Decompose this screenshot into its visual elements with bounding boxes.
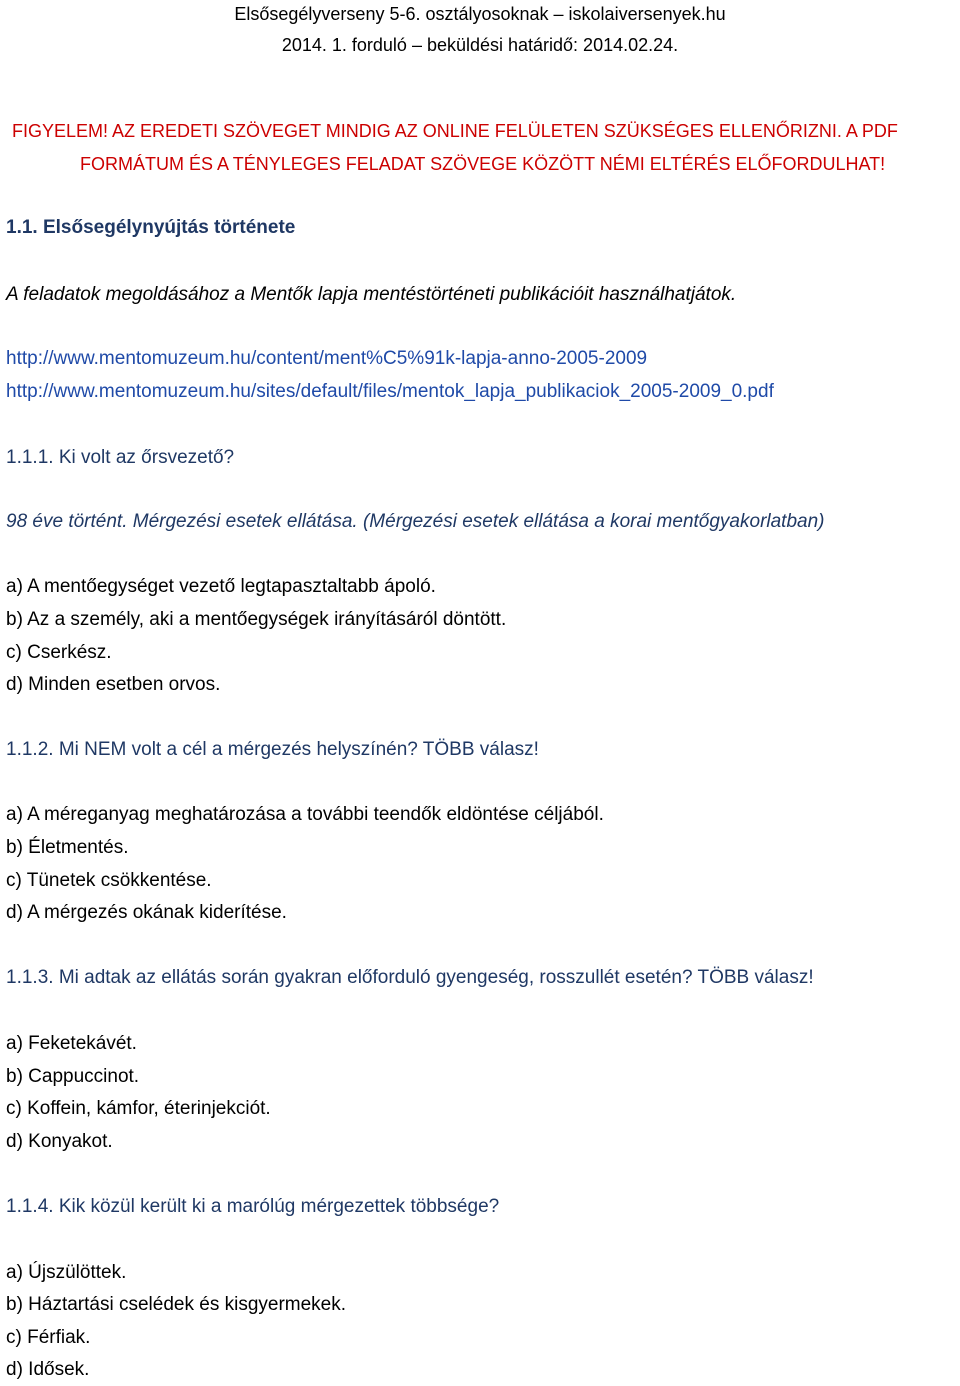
question-title: 1.1.2. Mi NEM volt a cél a mérgezés helyszínén? TÖBB válasz! [6,739,539,760]
question-title: 1.1.4. Kik közül került ki a marólúg mérgezettek többsége? [6,1196,500,1217]
answer-option[interactable]: b) Háztartási cselédek és kisgyermekek. [6,1294,347,1315]
answer-option[interactable]: b) Életmentés. [6,837,129,858]
section-intro: A feladatok megoldásához a Mentők lapja mentéstörténeti publikációit használhatjátok. [6,284,737,305]
section-title: 1.1. Elsősegélynyújtás története [6,217,296,238]
answer-option[interactable]: d) Idősek. [6,1359,90,1380]
answer-option[interactable]: c) Koffein, kámfor, éterinjekciót. [6,1098,271,1119]
answer-option[interactable]: c) Férfiak. [6,1327,91,1348]
answer-option[interactable]: d) Konyakot. [6,1131,113,1152]
answer-option[interactable]: a) Feketekávét. [6,1033,137,1054]
answer-option[interactable]: d) Minden esetben orvos. [6,674,221,695]
answer-option[interactable]: c) Tünetek csökkentése. [6,870,212,891]
answer-option[interactable]: b) Cappuccinot. [6,1066,140,1087]
warning-line-1: FIGYELEM! AZ EREDETI SZÖVEGET MINDIG AZ ONLINE FELÜLETEN SZÜKSÉGES ELLENŐRIZNI. A PDF [12,121,898,141]
link-anno[interactable]: http://www.mentomuzeum.hu/content/ment%C5%91k-lapja-anno-2005-2009 [6,348,648,369]
question-note: 98 éve történt. Mérgezési esetek ellátása. (Mérgezési esetek ellátása a korai mentőgyakorlatban) [6,511,825,532]
answer-option[interactable]: c) Cserkész. [6,642,112,663]
answer-option[interactable]: a) A mentőegységet vezető legtapasztaltabb ápoló. [6,576,436,597]
answer-option[interactable]: a) A méreganyag meghatározása a további teendők eldöntése céljából. [6,804,604,825]
answer-option[interactable]: b) Az a személy, aki a mentőegységek irányításáról döntött. [6,609,507,630]
question-title: 1.1.1. Ki volt az őrsvezető? [6,447,235,468]
link-pdf[interactable]: http://www.mentomuzeum.hu/sites/default/files/mentok_lapja_publikaciok_2005-2009_0.pdf [6,381,774,402]
answer-option[interactable]: a) Újszülöttek. [6,1262,127,1283]
header-line-1: Elsősegélyverseny 5-6. osztályosoknak – iskolaiversenyek.hu [234,4,726,24]
header-line-2: 2014. 1. forduló – beküldési határidő: 2014.02.24. [281,35,679,55]
answer-option[interactable]: d) A mérgezés okának kiderítése. [6,902,287,923]
question-title: 1.1.3. Mi adtak az ellátás során gyakran előforduló gyengeség, rosszullét esetén? TÖBB válasz! [6,967,814,988]
warning-line-2: FORMÁTUM ÉS A TÉNYLEGES FELADAT SZÖVEGE KÖZÖTT NÉMI ELTÉRÉS ELŐFORDULHAT! [80,154,886,174]
